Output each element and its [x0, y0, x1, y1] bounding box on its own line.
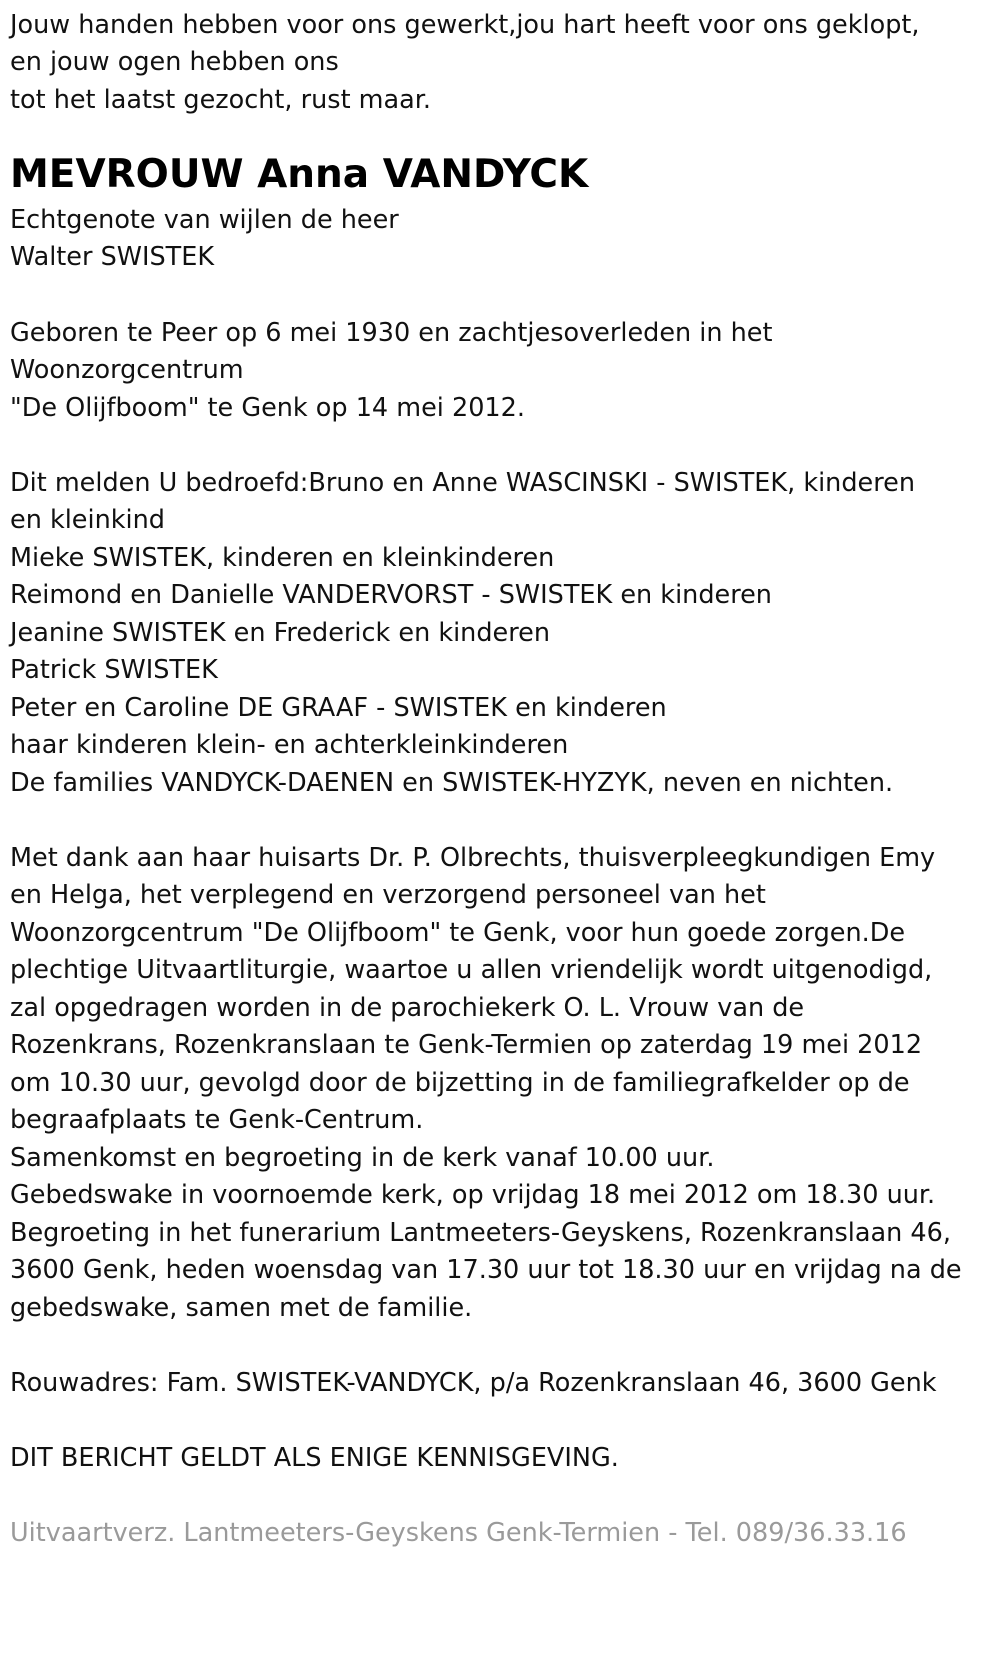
thanks-line-9: Samenkomst en begroeting in de kerk vanaf 10.00 uur. — [10, 1143, 715, 1173]
poem-line-2: en jouw ogen hebben ons — [10, 47, 339, 77]
family-line-9: De families VANDYCK-DAENEN en SWISTEK-HYZYK, neven en nichten. — [10, 768, 894, 798]
sole-notice: DIT BERICHT GELDT ALS ENIGE KENNISGEVING. — [10, 1443, 619, 1473]
thanks-line-12: 3600 Genk, heden woensdag van 17.30 uur tot 18.30 uur en vrijdag na de — [10, 1255, 962, 1285]
deceased-name: MEVROUW Anna VANDYCK — [10, 152, 589, 197]
poem-line-1: Jouw handen hebben voor ons gewerkt,jou hart heeft voor ons geklopt, — [10, 10, 920, 40]
thanks-line-5: zal opgedragen worden in de parochiekerk O. L. Vrouw van de — [10, 993, 805, 1023]
thanks-line-13: gebedswake, samen met de familie. — [10, 1293, 473, 1323]
birth-death-line-1: Geboren te Peer op 6 mei 1930 en zachtjesoverleden in het — [10, 318, 773, 348]
family-line-1: Dit melden U bedroefd:Bruno en Anne WASCINSKI - SWISTEK, kinderen — [10, 468, 915, 498]
family-line-5: Jeanine SWISTEK en Frederick en kinderen — [10, 618, 550, 648]
thanks-line-4: plechtige Uitvaartliturgie, waartoe u allen vriendelijk wordt uitgenodigd, — [10, 955, 933, 985]
thanks-line-3: Woonzorgcentrum "De Olijfboom" te Genk, voor hun goede zorgen.De — [10, 918, 906, 948]
spouse-line-1: Echtgenote van wijlen de heer — [10, 205, 399, 235]
family-line-6: Patrick SWISTEK — [10, 655, 218, 685]
family-line-2: en kleinkind — [10, 505, 165, 535]
funeral-home-footer: Uitvaartverz. Lantmeeters-Geyskens Genk-Termien - Tel. 089/36.33.16 — [10, 1518, 907, 1548]
birth-death-line-3: "De Olijfboom" te Genk op 14 mei 2012. — [10, 393, 525, 423]
thanks-line-6: Rozenkrans, Rozenkranslaan te Genk-Termien op zaterdag 19 mei 2012 — [10, 1030, 923, 1060]
thanks-line-8: begraafplaats te Genk-Centrum. — [10, 1105, 424, 1135]
thanks-line-10: Gebedswake in voornoemde kerk, op vrijdag 18 mei 2012 om 18.30 uur. — [10, 1180, 936, 1210]
family-line-7: Peter en Caroline DE GRAAF - SWISTEK en kinderen — [10, 693, 667, 723]
thanks-line-1: Met dank aan haar huisarts Dr. P. Olbrechts, thuisverpleegkundigen Emy — [10, 843, 936, 873]
mourning-address: Rouwadres: Fam. SWISTEK-VANDYCK, p/a Rozenkranslaan 46, 3600 Genk — [10, 1368, 937, 1398]
thanks-line-11: Begroeting in het funerarium Lantmeeters-Geyskens, Rozenkranslaan 46, — [10, 1218, 951, 1248]
poem-line-3: tot het laatst gezocht, rust maar. — [10, 85, 432, 115]
thanks-line-2: en Helga, het verplegend en verzorgend personeel van het — [10, 880, 766, 910]
birth-death-line-2: Woonzorgcentrum — [10, 355, 244, 385]
family-line-3: Mieke SWISTEK, kinderen en kleinkinderen — [10, 543, 555, 573]
thanks-line-7: om 10.30 uur, gevolgd door de bijzetting in de familiegrafkelder op de — [10, 1068, 910, 1098]
spouse-line-2: Walter SWISTEK — [10, 242, 215, 272]
family-line-8: haar kinderen klein- en achterkleinkinderen — [10, 730, 569, 760]
family-line-4: Reimond en Danielle VANDERVORST - SWISTEK en kinderen — [10, 580, 772, 610]
